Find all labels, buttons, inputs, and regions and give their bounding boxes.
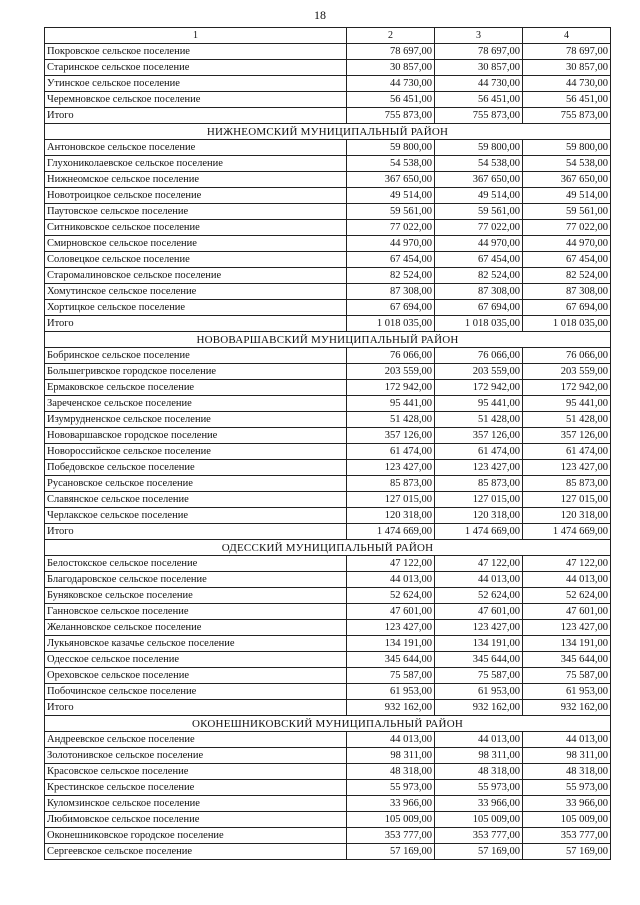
settlement-name-cell: Нижнеомское сельское поселение (45, 172, 347, 188)
amount-col2-cell: 105 009,00 (347, 812, 435, 828)
amount-col4-cell: 49 514,00 (523, 188, 611, 204)
settlement-name-cell: Оконешниковское городское поселение (45, 828, 347, 844)
amount-col2-cell: 77 022,00 (347, 220, 435, 236)
amount-col2-cell: 75 587,00 (347, 668, 435, 684)
settlement-row (45, 76, 611, 92)
settlement-name-cell: Смирновское сельское поселение (45, 236, 347, 252)
table-body (45, 28, 611, 860)
amount-col2-cell: 1 474 669,00 (347, 524, 435, 540)
settlement-row (45, 204, 611, 220)
amount-col3-cell: 172 942,00 (435, 380, 523, 396)
settlement-row (45, 556, 611, 572)
amount-col3-cell: 203 559,00 (435, 364, 523, 380)
amount-col4-cell: 203 559,00 (523, 364, 611, 380)
settlement-name-cell: Андреевское сельское поселение (45, 732, 347, 748)
amount-col4-cell: 57 169,00 (523, 844, 611, 860)
settlement-row (45, 92, 611, 108)
amount-col4-cell: 51 428,00 (523, 412, 611, 428)
settlement-row (45, 348, 611, 364)
amount-col2-cell: 44 013,00 (347, 572, 435, 588)
amount-col2-cell: 57 169,00 (347, 844, 435, 860)
amount-col2-cell: 52 624,00 (347, 588, 435, 604)
district-heading: НИЖНЕОМСКИЙ МУНИЦИПАЛЬНЫЙ РАЙОН (45, 124, 611, 140)
settlement-name-cell: Старинское сельское поселение (45, 60, 347, 76)
amount-col3-cell: 61 474,00 (435, 444, 523, 460)
amount-col2-cell: 95 441,00 (347, 396, 435, 412)
amount-col4-cell: 755 873,00 (523, 108, 611, 124)
amount-col3-cell: 82 524,00 (435, 268, 523, 284)
amount-col3-cell: 76 066,00 (435, 348, 523, 364)
settlement-name-cell: Хортицкое сельское поселение (45, 300, 347, 316)
settlement-name-cell: Ореховское сельское поселение (45, 668, 347, 684)
amount-col3-cell: 123 427,00 (435, 620, 523, 636)
amount-col4-cell: 78 697,00 (523, 44, 611, 60)
amount-col3-cell: 105 009,00 (435, 812, 523, 828)
amount-col3-cell: 44 730,00 (435, 76, 523, 92)
amount-col3-cell: 52 624,00 (435, 588, 523, 604)
page-number: 18 (314, 8, 326, 22)
settlement-name-cell: Золотонивское сельское поселение (45, 748, 347, 764)
amount-col2-cell: 98 311,00 (347, 748, 435, 764)
district-heading-row (45, 124, 611, 140)
settlement-row (45, 172, 611, 188)
amount-col3-cell: 59 800,00 (435, 140, 523, 156)
settlement-name-cell: Победовское сельское поселение (45, 460, 347, 476)
amount-col2-cell: 127 015,00 (347, 492, 435, 508)
amount-col4-cell: 353 777,00 (523, 828, 611, 844)
amount-col2-cell: 172 942,00 (347, 380, 435, 396)
amount-col3-cell: 44 013,00 (435, 572, 523, 588)
amount-col4-cell: 134 191,00 (523, 636, 611, 652)
amount-col3-cell: 357 126,00 (435, 428, 523, 444)
total-row (45, 524, 611, 540)
amount-col4-cell: 1 474 669,00 (523, 524, 611, 540)
settlement-row (45, 380, 611, 396)
settlement-row (45, 268, 611, 284)
district-heading-row (45, 332, 611, 348)
column-number-2: 2 (347, 28, 435, 44)
settlement-row (45, 412, 611, 428)
settlement-row (45, 220, 611, 236)
amount-col2-cell: 353 777,00 (347, 828, 435, 844)
amount-col2-cell: 48 318,00 (347, 764, 435, 780)
amount-col3-cell: 44 013,00 (435, 732, 523, 748)
amount-col3-cell: 95 441,00 (435, 396, 523, 412)
amount-col3-cell: 57 169,00 (435, 844, 523, 860)
settlement-row (45, 668, 611, 684)
amount-col3-cell: 61 953,00 (435, 684, 523, 700)
district-heading: НОВОВАРШАВСКИЙ МУНИЦИПАЛЬНЫЙ РАЙОН (45, 332, 611, 348)
amount-col2-cell: 55 973,00 (347, 780, 435, 796)
settlement-row (45, 492, 611, 508)
settlement-row (45, 844, 611, 860)
amount-col3-cell: 134 191,00 (435, 636, 523, 652)
amount-col4-cell: 61 953,00 (523, 684, 611, 700)
amount-col3-cell: 367 650,00 (435, 172, 523, 188)
amount-col4-cell: 33 966,00 (523, 796, 611, 812)
settlement-row (45, 636, 611, 652)
amount-col2-cell: 932 162,00 (347, 700, 435, 716)
settlement-name-cell: Куломзинское сельское поселение (45, 796, 347, 812)
amount-col4-cell: 44 013,00 (523, 732, 611, 748)
allocation-table (44, 27, 611, 860)
settlement-name-cell: Славянское сельское поселение (45, 492, 347, 508)
amount-col2-cell: 367 650,00 (347, 172, 435, 188)
settlement-name-cell: Бобринское сельское поселение (45, 348, 347, 364)
settlement-row (45, 188, 611, 204)
amount-col4-cell: 82 524,00 (523, 268, 611, 284)
amount-col2-cell: 87 308,00 (347, 284, 435, 300)
amount-col3-cell: 127 015,00 (435, 492, 523, 508)
amount-col3-cell: 75 587,00 (435, 668, 523, 684)
amount-col4-cell: 59 561,00 (523, 204, 611, 220)
amount-col2-cell: 47 122,00 (347, 556, 435, 572)
amount-col4-cell: 54 538,00 (523, 156, 611, 172)
column-number-3: 3 (435, 28, 523, 44)
amount-col3-cell: 67 694,00 (435, 300, 523, 316)
amount-col3-cell: 56 451,00 (435, 92, 523, 108)
settlement-name-cell: Зареченское сельское поселение (45, 396, 347, 412)
district-heading: ОДЕССКИЙ МУНИЦИПАЛЬНЫЙ РАЙОН (45, 540, 611, 556)
settlement-name-cell: Ганновское сельское поселение (45, 604, 347, 620)
amount-col4-cell: 172 942,00 (523, 380, 611, 396)
settlement-row (45, 684, 611, 700)
amount-col4-cell: 67 694,00 (523, 300, 611, 316)
settlement-row (45, 780, 611, 796)
settlement-name-cell: Одесское сельское поселение (45, 652, 347, 668)
amount-col4-cell: 30 857,00 (523, 60, 611, 76)
amount-col3-cell: 30 857,00 (435, 60, 523, 76)
amount-col4-cell: 44 013,00 (523, 572, 611, 588)
amount-col2-cell: 51 428,00 (347, 412, 435, 428)
amount-col3-cell: 345 644,00 (435, 652, 523, 668)
settlement-name-cell: Новотроицкое сельское поселение (45, 188, 347, 204)
settlement-row (45, 44, 611, 60)
settlement-row (45, 252, 611, 268)
amount-col3-cell: 67 454,00 (435, 252, 523, 268)
settlement-row (45, 828, 611, 844)
settlement-name-cell: Итого (45, 108, 347, 124)
amount-col3-cell: 55 973,00 (435, 780, 523, 796)
settlement-name-cell: Русановское сельское поселение (45, 476, 347, 492)
settlement-name-cell: Крестинское сельское поселение (45, 780, 347, 796)
settlement-name-cell: Антоновское сельское поселение (45, 140, 347, 156)
amount-col2-cell: 49 514,00 (347, 188, 435, 204)
amount-col2-cell: 44 730,00 (347, 76, 435, 92)
amount-col3-cell: 123 427,00 (435, 460, 523, 476)
settlement-row (45, 60, 611, 76)
settlement-row (45, 460, 611, 476)
settlement-row (45, 796, 611, 812)
amount-col3-cell: 33 966,00 (435, 796, 523, 812)
settlement-name-cell: Итого (45, 524, 347, 540)
settlement-row (45, 300, 611, 316)
amount-col4-cell: 76 066,00 (523, 348, 611, 364)
amount-col3-cell: 44 970,00 (435, 236, 523, 252)
amount-col2-cell: 44 013,00 (347, 732, 435, 748)
amount-col4-cell: 105 009,00 (523, 812, 611, 828)
total-row (45, 700, 611, 716)
amount-col2-cell: 134 191,00 (347, 636, 435, 652)
amount-col4-cell: 123 427,00 (523, 620, 611, 636)
amount-col3-cell: 353 777,00 (435, 828, 523, 844)
settlement-name-cell: Благодаровское сельское поселение (45, 572, 347, 588)
settlement-name-cell: Итого (45, 700, 347, 716)
amount-col4-cell: 47 601,00 (523, 604, 611, 620)
amount-col4-cell: 48 318,00 (523, 764, 611, 780)
settlement-row (45, 444, 611, 460)
amount-col3-cell: 120 318,00 (435, 508, 523, 524)
settlement-row (45, 396, 611, 412)
settlement-name-cell: Белостокское сельское поселение (45, 556, 347, 572)
column-number-row (45, 28, 611, 44)
amount-col3-cell: 1 018 035,00 (435, 316, 523, 332)
total-row (45, 108, 611, 124)
amount-col2-cell: 76 066,00 (347, 348, 435, 364)
amount-col3-cell: 47 601,00 (435, 604, 523, 620)
settlement-name-cell: Буняковское сельское поселение (45, 588, 347, 604)
amount-col2-cell: 120 318,00 (347, 508, 435, 524)
settlement-name-cell: Новороссийское сельское поселение (45, 444, 347, 460)
amount-col4-cell: 367 650,00 (523, 172, 611, 188)
settlement-name-cell: Ситниковское сельское поселение (45, 220, 347, 236)
amount-col4-cell: 123 427,00 (523, 460, 611, 476)
amount-col3-cell: 78 697,00 (435, 44, 523, 60)
settlement-row (45, 732, 611, 748)
settlement-row (45, 620, 611, 636)
district-heading-row (45, 540, 611, 556)
amount-col4-cell: 87 308,00 (523, 284, 611, 300)
amount-col3-cell: 755 873,00 (435, 108, 523, 124)
amount-col2-cell: 755 873,00 (347, 108, 435, 124)
amount-col2-cell: 33 966,00 (347, 796, 435, 812)
amount-col3-cell: 932 162,00 (435, 700, 523, 716)
settlement-name-cell: Сергеевское сельское поселение (45, 844, 347, 860)
settlement-name-cell: Ермаковское сельское поселение (45, 380, 347, 396)
settlement-name-cell: Покровское сельское поселение (45, 44, 347, 60)
settlement-row (45, 508, 611, 524)
total-row (45, 316, 611, 332)
settlement-row (45, 156, 611, 172)
amount-col4-cell: 75 587,00 (523, 668, 611, 684)
settlement-name-cell: Черлакское сельское поселение (45, 508, 347, 524)
amount-col2-cell: 123 427,00 (347, 620, 435, 636)
amount-col4-cell: 1 018 035,00 (523, 316, 611, 332)
settlement-name-cell: Лукьяновское казачье сельское поселение (45, 636, 347, 652)
amount-col3-cell: 59 561,00 (435, 204, 523, 220)
amount-col2-cell: 61 474,00 (347, 444, 435, 460)
amount-col4-cell: 345 644,00 (523, 652, 611, 668)
amount-col2-cell: 30 857,00 (347, 60, 435, 76)
amount-col2-cell: 54 538,00 (347, 156, 435, 172)
settlement-row (45, 588, 611, 604)
amount-col3-cell: 54 538,00 (435, 156, 523, 172)
amount-col3-cell: 1 474 669,00 (435, 524, 523, 540)
amount-col3-cell: 85 873,00 (435, 476, 523, 492)
settlement-name-cell: Побочинское сельское поселение (45, 684, 347, 700)
amount-col4-cell: 127 015,00 (523, 492, 611, 508)
amount-col2-cell: 78 697,00 (347, 44, 435, 60)
amount-col4-cell: 357 126,00 (523, 428, 611, 444)
amount-col3-cell: 51 428,00 (435, 412, 523, 428)
settlement-row (45, 572, 611, 588)
settlement-name-cell: Итого (45, 316, 347, 332)
amount-col4-cell: 56 451,00 (523, 92, 611, 108)
amount-col4-cell: 77 022,00 (523, 220, 611, 236)
settlement-row (45, 812, 611, 828)
amount-col3-cell: 87 308,00 (435, 284, 523, 300)
amount-col4-cell: 61 474,00 (523, 444, 611, 460)
amount-col2-cell: 123 427,00 (347, 460, 435, 476)
settlement-row (45, 476, 611, 492)
settlement-row (45, 748, 611, 764)
amount-col4-cell: 95 441,00 (523, 396, 611, 412)
settlement-row (45, 428, 611, 444)
amount-col4-cell: 44 970,00 (523, 236, 611, 252)
amount-col4-cell: 44 730,00 (523, 76, 611, 92)
settlement-name-cell: Паутовское сельское поселение (45, 204, 347, 220)
amount-col4-cell: 67 454,00 (523, 252, 611, 268)
settlement-name-cell: Изумрудненское сельское поселение (45, 412, 347, 428)
settlement-name-cell: Утинское сельское поселение (45, 76, 347, 92)
amount-col2-cell: 61 953,00 (347, 684, 435, 700)
amount-col2-cell: 1 018 035,00 (347, 316, 435, 332)
settlement-row (45, 764, 611, 780)
amount-col2-cell: 59 561,00 (347, 204, 435, 220)
settlement-name-cell: Нововаршавское городское поселение (45, 428, 347, 444)
settlement-name-cell: Большегривское городское поселение (45, 364, 347, 380)
column-number-4: 4 (523, 28, 611, 44)
settlement-name-cell: Старомалиновское сельское поселение (45, 268, 347, 284)
amount-col2-cell: 67 694,00 (347, 300, 435, 316)
settlement-row (45, 604, 611, 620)
amount-col2-cell: 357 126,00 (347, 428, 435, 444)
amount-col2-cell: 44 970,00 (347, 236, 435, 252)
settlement-name-cell: Глухониколаевское сельское поселение (45, 156, 347, 172)
amount-col4-cell: 932 162,00 (523, 700, 611, 716)
amount-col2-cell: 203 559,00 (347, 364, 435, 380)
amount-col3-cell: 77 022,00 (435, 220, 523, 236)
settlement-row (45, 140, 611, 156)
amount-col2-cell: 82 524,00 (347, 268, 435, 284)
amount-col4-cell: 98 311,00 (523, 748, 611, 764)
settlement-row (45, 364, 611, 380)
district-heading-row (45, 716, 611, 732)
amount-col2-cell: 59 800,00 (347, 140, 435, 156)
settlement-name-cell: Соловецкое сельское поселение (45, 252, 347, 268)
amount-col4-cell: 85 873,00 (523, 476, 611, 492)
settlement-name-cell: Красовское сельское поселение (45, 764, 347, 780)
amount-col4-cell: 47 122,00 (523, 556, 611, 572)
amount-col4-cell: 55 973,00 (523, 780, 611, 796)
amount-col4-cell: 120 318,00 (523, 508, 611, 524)
settlement-name-cell: Черемновское сельское поселение (45, 92, 347, 108)
settlement-row (45, 652, 611, 668)
amount-col2-cell: 56 451,00 (347, 92, 435, 108)
amount-col2-cell: 85 873,00 (347, 476, 435, 492)
settlement-name-cell: Хомутинское сельское поселение (45, 284, 347, 300)
settlement-row (45, 236, 611, 252)
amount-col2-cell: 345 644,00 (347, 652, 435, 668)
column-number-1: 1 (45, 28, 347, 44)
amount-col3-cell: 47 122,00 (435, 556, 523, 572)
settlement-name-cell: Любимовское сельское поселение (45, 812, 347, 828)
amount-col2-cell: 67 454,00 (347, 252, 435, 268)
amount-col2-cell: 47 601,00 (347, 604, 435, 620)
amount-col4-cell: 52 624,00 (523, 588, 611, 604)
amount-col3-cell: 98 311,00 (435, 748, 523, 764)
amount-col3-cell: 48 318,00 (435, 764, 523, 780)
settlement-row (45, 284, 611, 300)
amount-col4-cell: 59 800,00 (523, 140, 611, 156)
amount-col3-cell: 49 514,00 (435, 188, 523, 204)
district-heading: ОКОНЕШНИКОВСКИЙ МУНИЦИПАЛЬНЫЙ РАЙОН (45, 716, 611, 732)
settlement-name-cell: Желанновское сельское поселение (45, 620, 347, 636)
